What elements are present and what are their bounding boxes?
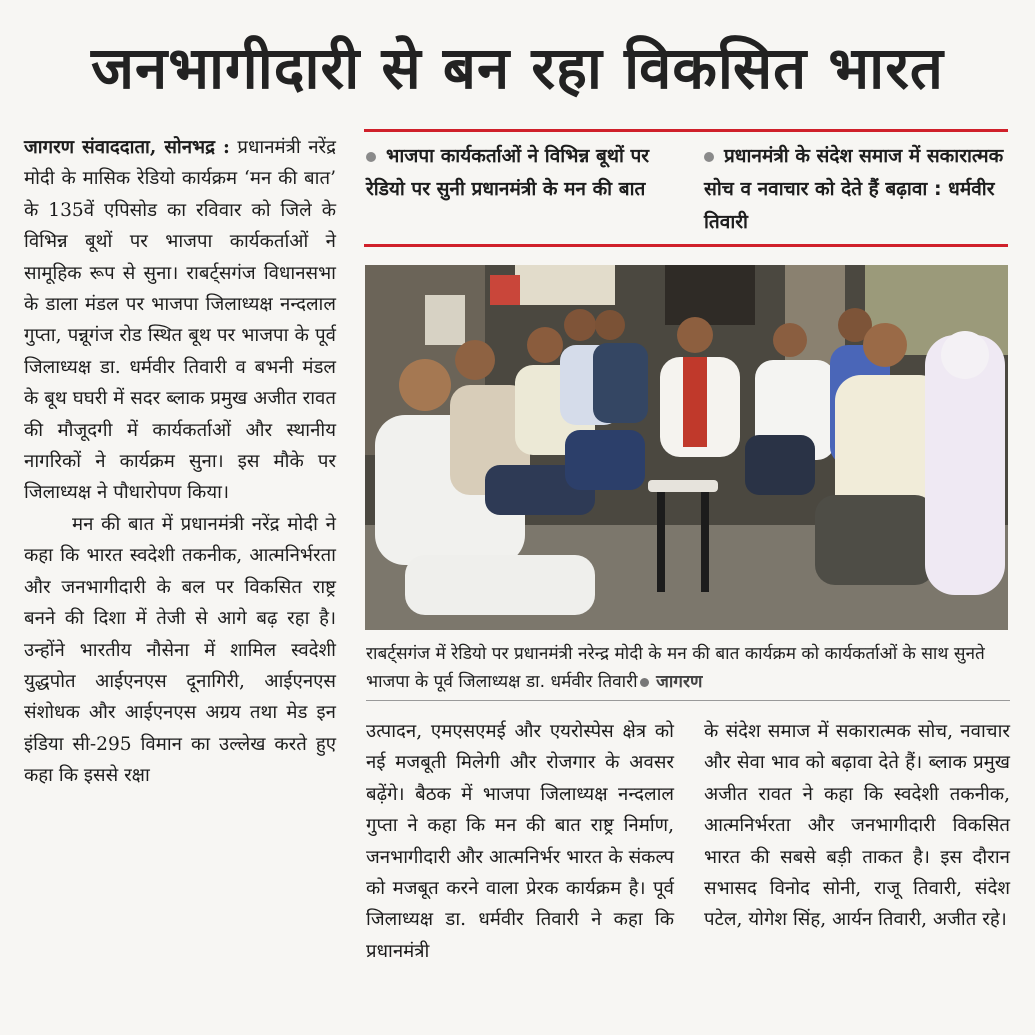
credit-dot-icon <box>640 678 649 687</box>
paragraph-1-text: प्रधानमंत्री नरेंद्र मोदी के मासिक रेडियो कार्यक्रम ‘मन की बात’ के 135वें एपिसोड का रविवार को जिले के विभिन्न बूथों पर भाजपा कार्यकर्ताओं ने सामूहिक रूप से सुना। राबर्ट्सगंज विधानसभा के डाला मंडल पर भाजपा जिलाध्यक्ष नन्दलाल गुप्ता, पन्नूगंज रोड स्थित बूथ पर भाजपा के पूर्व जिलाध्यक्ष डा. धर्मवीर तिवारी व बभनी मंडल के बूथ घघरी में सदर ब्लाक प्रमुख अजीत रावत की मौजूदगी में कार्यकर्ताओं और स्थानीय नागरिकों ने कार्यक्रम सुना। इस मौके पर जिलाध्यक्ष ने पौधारोपण किया। <box>24 137 336 504</box>
highlight-box-1 <box>366 140 686 206</box>
caption-divider <box>366 700 1010 701</box>
highlight-box-2 <box>704 140 1004 239</box>
highlight-rule-bottom <box>364 244 1008 247</box>
article-column-1 <box>24 132 336 1027</box>
bullet-icon <box>704 152 714 162</box>
headline: जनभागीदारी से बन रहा विकसित भारत <box>91 34 944 102</box>
article-paragraph-2: मन की बात में प्रधानमंत्री नरेंद्र मोदी ने कहा कि भारत स्वदेशी तकनीक, आत्मनिर्भरता और जनभागीदारी के बल पर विकसित राष्ट्र बनने की दिशा में तेजी से आगे बढ़ रहा है। उन्होंने भारतीय नौसेना में शामिल स्वदेशी युद्धपोत आईएनएस दूनागिरी, आईएनएस संशोधक और आईएनएस अग्रय तथा मेड इन इंडिया सी-295 विमान का उल्लेख करते हुए कहा कि इससे रक्षा <box>24 513 336 787</box>
article-paragraph-1 <box>24 132 336 509</box>
dateline: जागरण संवाददाता, सोनभद्र : <box>24 137 230 158</box>
photo-caption <box>366 640 1010 696</box>
caption-text: राबर्ट्सगंज में रेडियो पर प्रधानमंत्री नरेन्द्र मोदी के मन की बात कार्यक्रम को कार्यकर्ताओं के साथ सुनते भाजपा के पूर्व जिलाध्यक्ष डा. धर्मवीर तिवारी <box>366 644 985 692</box>
photo-illustration <box>365 265 1008 630</box>
article-column-2: उत्पादन, एमएसएमई और एयरोस्पेस क्षेत्र को नई मजबूती मिलेगी और रोजगार के अवसर बढ़ेंगे। बैठक में भाजपा जिलाध्यक्ष नन्दलाल गुप्ता ने कहा कि मन की बात राष्ट्र निर्माण, जनभागीदारी और आत्मनिर्भर भारत के संकल्प को मजबूत करने वाला प्रेरक कार्यक्रम है। पूर्व जिलाध्यक्ष डा. धर्मवीर तिवारी ने कहा कि प्रधानमंत्री <box>366 721 674 962</box>
photo-credit: जागरण <box>656 672 703 692</box>
news-photo <box>365 265 1008 630</box>
highlight-2-text: प्रधानमंत्री के संदेश समाज में सकारात्मक सोच व नवाचार को देते हैं बढ़ावा : धर्मवीर तिवारी <box>704 145 1004 233</box>
highlight-rule-top <box>364 129 1008 132</box>
bullet-icon <box>366 152 376 162</box>
highlight-1-text: भाजपा कार्यकर्ताओं ने विभिन्न बूथों पर रेडियो पर सुनी प्रधानमंत्री के मन की बात <box>366 145 650 200</box>
article-column-3: के संदेश समाज में सकारात्मक सोच, नवाचार और सेवा भाव को बढ़ावा देते हैं। ब्लाक प्रमुख अजीत रावत ने कहा कि स्वदेशी तकनीक, आत्मनिर्भरता और जनभागीदारी विकसित भारत की सबसे बड़ी ताकत है। इस दौरान सभासद विनोद सोनी, राजू तिवारी, संदेश पटेल, योगेश सिंह, आर्यन तिवारी, अजीत रहे। <box>704 721 1010 931</box>
